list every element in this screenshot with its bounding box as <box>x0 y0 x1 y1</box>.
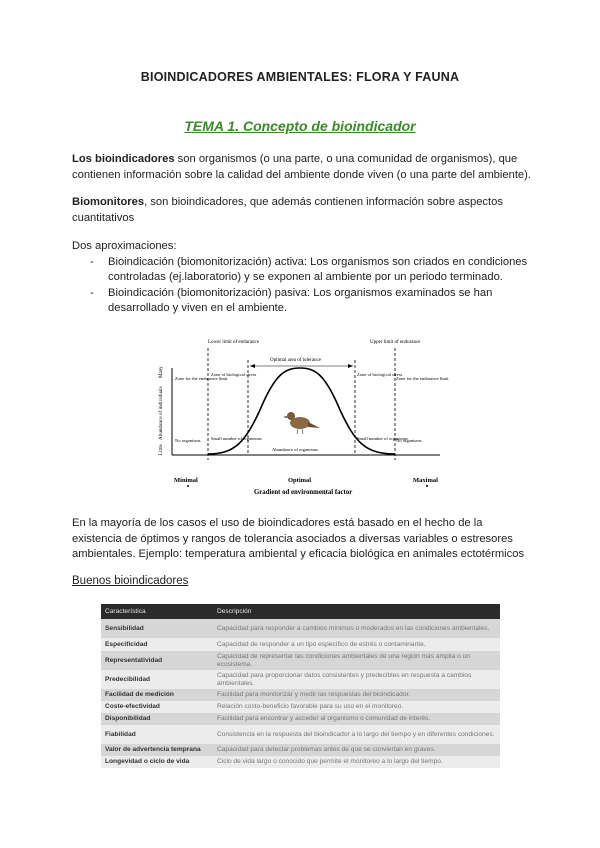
bird-icon <box>283 412 320 434</box>
x-max-dot <box>426 485 428 487</box>
table-row <box>101 744 500 756</box>
zone-stress-right: Zone of biological stress <box>357 372 403 377</box>
property-name: Valor de advertencia temprana <box>101 744 213 756</box>
table-row <box>101 725 500 744</box>
zone-endurance-left: Zone for the endurance limit <box>175 376 228 381</box>
no-organisms-left: No organisms <box>175 438 201 443</box>
table-header-row <box>101 604 500 619</box>
column-header: Descripción <box>213 604 500 619</box>
y-axis-label: Abundance of individuals <box>158 386 164 440</box>
abundance-label: Abundance of organisms <box>272 447 318 452</box>
property-name: Facilidad de medición <box>101 689 213 701</box>
table-row <box>101 689 500 701</box>
table-row <box>101 651 500 670</box>
definition-text: , son bioindicadores, que además contienen información sobre aspectos cuantitativos <box>72 196 503 224</box>
x-opt-label: Optimal <box>288 477 312 484</box>
property-name: Sensibilidad <box>101 619 213 638</box>
property-name: Predecibilidad <box>101 670 213 689</box>
x-min-dot <box>187 485 189 487</box>
upper-limit-label: Upper limit of endurance <box>370 340 421 345</box>
bell-curve <box>208 368 395 454</box>
property-description: Facilidad para encontrar y acceder al organismo o comunidad de interés. <box>213 713 500 725</box>
document-title: BIOINDICADORES AMBIENTALES: FLORA Y FAUNA <box>140 70 460 84</box>
table-row <box>101 619 500 638</box>
property-description: Capacidad para detectar problemas antes de que se conviertan en graves. <box>213 744 500 756</box>
property-name: Coste-efectividad <box>101 701 213 713</box>
zone-endurance-right: Zone for the endurance limit <box>396 376 449 381</box>
property-name: Fiabilidad <box>101 725 213 744</box>
table-row <box>101 638 500 651</box>
good-bioindicators-heading: Buenos bioindicadores <box>72 575 189 587</box>
property-name: Representatividad <box>101 651 213 670</box>
tolerance-paragraph: En la mayoría de los casos el uso de bioindicadores está basado en el hecho de la existencia de óptimos y rangos de tolerancia asociados a diversas variables o estresores ambientales. Ejemplo: temperatura ambiental y eficacia biológica en animales ectotérmicos <box>72 517 525 560</box>
x-min-label: Minimal <box>174 477 198 484</box>
property-description: Facilidad para monitorizar y medir las respuestas del bioindicador. <box>213 689 500 701</box>
x-max-label: Maximal <box>413 477 438 484</box>
zone-stress-left: Zone of biological stress <box>211 372 257 377</box>
property-name: Especificidad <box>101 638 213 651</box>
term-biomonitors: Biomonitores <box>72 196 145 208</box>
table-row <box>101 670 500 689</box>
property-description: Consistencia en la respuesta del bioindicador a lo largo del tiempo y en diferentes condiciones. <box>213 725 500 744</box>
column-header: Característica <box>101 604 213 619</box>
small-number-right: Small number of organisms <box>357 436 408 441</box>
term-bioindicators: Los bioindicadores <box>72 153 175 165</box>
y-little-label: Little <box>159 444 164 455</box>
definition-biomonitors <box>72 195 532 226</box>
optimal-area-label: Optimal area of tolerance <box>270 358 321 363</box>
approaches-list <box>72 255 532 317</box>
property-description: Capacidad para responder a cambios mínimos o moderados en las condiciones ambientales. <box>213 619 500 638</box>
arrow-right-icon <box>348 364 353 368</box>
x-axis-label: Gradient od environmental factor <box>254 489 353 496</box>
property-name: Disponibilidad <box>101 713 213 725</box>
table-row <box>101 756 500 768</box>
table-row <box>101 701 500 713</box>
tolerance-curve-figure <box>150 330 450 500</box>
property-description: Capacidad para proporcionar datos consistentes y predecibles en respuesta a cambios ambientales. <box>213 670 500 689</box>
section-heading: TEMA 1. Concepto de bioindicador <box>184 118 416 134</box>
lower-limit-label: Lower limit of endurance <box>208 340 259 345</box>
property-description: Capacidad de representar las condiciones ambientales de una región más amplia o un ecosistema. <box>213 651 500 670</box>
y-many-label: Many <box>159 366 164 378</box>
property-description: Relación costo-beneficio favorable para su uso en el monitoreo. <box>213 701 500 713</box>
property-description: Ciclo de vida largo o conocido que permite el monitoreo a lo largo del tiempo. <box>213 756 500 768</box>
small-number-left: Small number of organisms <box>211 436 262 441</box>
table-row <box>101 713 500 725</box>
property-name: Longevidad o ciclo de vida <box>101 756 213 768</box>
list-item: - Bioindicación (biomonitorización) activa: Los organismos son criados en condiciones controladas (ej.laboratorio) y se exponen al ambiente por un periodo terminado. <box>72 255 532 286</box>
approaches-intro: Dos aproximaciones: <box>72 240 177 252</box>
no-organisms-right: No organisms <box>396 438 422 443</box>
approaches-block <box>72 239 532 317</box>
arrow-left-icon <box>250 364 255 368</box>
definition-bioindicators <box>72 152 532 183</box>
list-item: - Bioindicación (biomonitorización) pasiva: Los organismos examinados se han desarrollado y viven en el ambiente. <box>72 286 532 317</box>
definition-text: son organismos (o una parte, o una comunidad de organismos), que contienen información sobre la calidad del ambiente donde viven (o una parte del ambiente). <box>72 153 531 181</box>
properties-table <box>101 604 500 768</box>
property-description: Capacidad de responder a un tipo específico de estrés o contaminante. <box>213 638 500 651</box>
